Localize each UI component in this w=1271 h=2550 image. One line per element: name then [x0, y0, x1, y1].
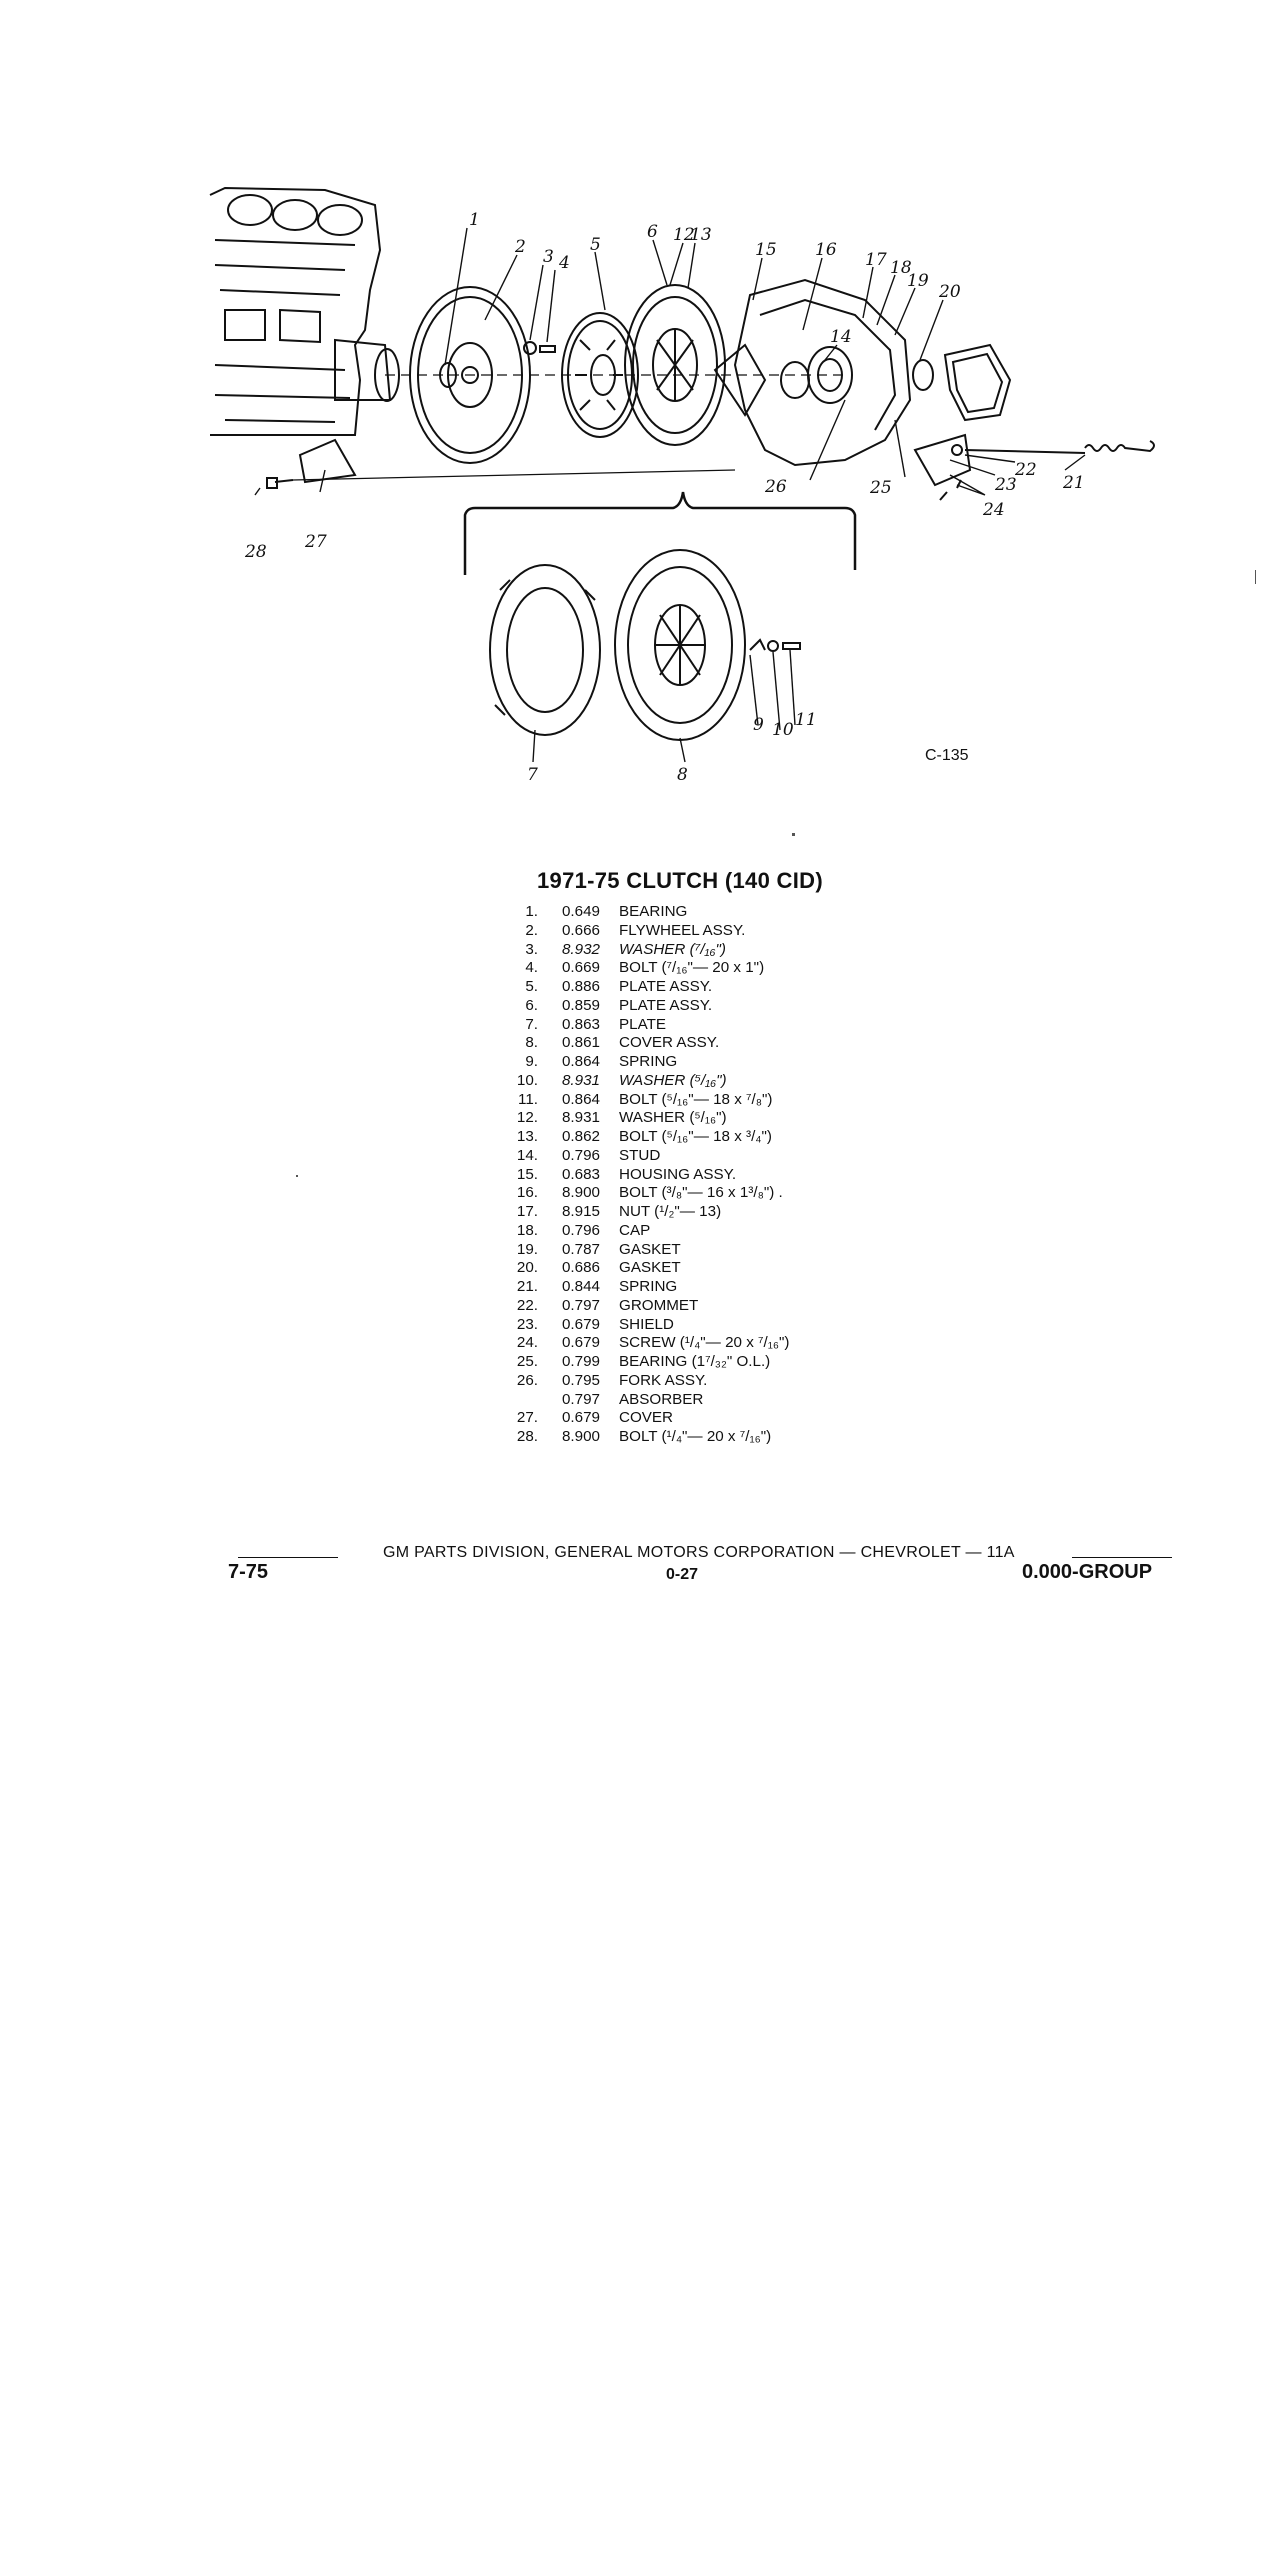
- parts-list-row: [505, 1316, 789, 1335]
- group-number: 8.915: [561, 1203, 600, 1220]
- callout-28: 28: [245, 542, 267, 562]
- scan-speck: [792, 833, 795, 836]
- part-number: 6.: [525, 996, 538, 1014]
- group-number: 8.931: [561, 1109, 600, 1127]
- callout-3: 3: [543, 247, 554, 267]
- callout-24: 24: [983, 500, 1005, 520]
- cover-assembly-illustration: [615, 550, 745, 740]
- part-description: BOLT (³/₈"— 16 x 1³/₈") .: [619, 1184, 783, 1202]
- part-number: [505, 1391, 538, 1410]
- part-description: BOLT (⁵/₁₆"— 18 x ³/₄"): [619, 1128, 772, 1145]
- parts-list-row: [505, 1166, 789, 1185]
- part-number: 3.: [525, 940, 538, 958]
- parts-list-row: [505, 1259, 789, 1278]
- footer-publisher: GM PARTS DIVISION, GENERAL MOTORS CORPORATION — CHEVROLET — 11A: [383, 1544, 1015, 1561]
- part-number: 8.: [525, 1034, 538, 1052]
- parts-list-row: [505, 1278, 789, 1297]
- part-description: WASHER (⁵/₁₆"): [619, 1109, 727, 1127]
- callout-4: 4: [559, 253, 570, 273]
- callout-1: 1: [469, 210, 480, 230]
- part-number: 22.: [516, 1296, 538, 1314]
- part-number: 17.: [516, 1203, 538, 1220]
- callout-9: 9: [753, 715, 764, 735]
- part-number: 15.: [516, 1165, 538, 1183]
- group-number: 0.796: [561, 1146, 600, 1164]
- group-number: 0.679: [561, 1409, 600, 1427]
- group-number: 0.683: [561, 1165, 600, 1183]
- parts-list-row: [505, 1409, 789, 1428]
- callout-19: 19: [907, 271, 929, 291]
- group-number: 0.686: [561, 1259, 600, 1277]
- callout-15: 15: [755, 240, 777, 260]
- part-description: GASKET: [619, 1259, 681, 1277]
- part-description: BEARING (1⁷/₃₂" O.L.): [619, 1353, 771, 1370]
- parts-list-row: [505, 997, 789, 1016]
- group-number: 0.796: [561, 1221, 600, 1239]
- callout-22: 22: [1015, 460, 1037, 480]
- part-number: 25.: [516, 1353, 538, 1370]
- page-title: 1971-75 CLUTCH (140 CID): [537, 868, 823, 893]
- group-number: 0.679: [561, 1315, 600, 1333]
- parts-list-row: [505, 941, 789, 960]
- group-number: 0.679: [561, 1334, 600, 1352]
- part-number: 20.: [516, 1259, 538, 1277]
- parts-list-row: [505, 1353, 789, 1372]
- group-number: 0.859: [561, 996, 600, 1014]
- part-number: 21.: [516, 1278, 538, 1295]
- callout-16: 16: [815, 240, 837, 260]
- part-number: 2.: [525, 921, 538, 939]
- callout-21: 21: [1063, 473, 1085, 493]
- scan-speck: [1255, 570, 1256, 584]
- part-number: 18.: [516, 1221, 538, 1239]
- callout-2: 2: [515, 237, 526, 257]
- group-number: 0.844: [561, 1278, 600, 1295]
- group-number: 0.799: [561, 1353, 600, 1370]
- part-number: 24.: [516, 1334, 538, 1352]
- part-description: GASKET: [619, 1240, 681, 1258]
- group-number: 0.649: [561, 903, 600, 920]
- group-number: 0.862: [561, 1128, 600, 1145]
- part-description: PLATE: [619, 1015, 666, 1033]
- group-number: 0.669: [561, 959, 600, 977]
- group-number: 8.900: [561, 1184, 600, 1202]
- parts-list-row: [505, 903, 789, 922]
- part-description: GROMMET: [619, 1296, 699, 1314]
- footer-rule-right: [1072, 1557, 1172, 1558]
- bell-housing-illustration: [715, 280, 910, 465]
- part-number: 12.: [516, 1109, 538, 1127]
- footer-page-number: 0-27: [666, 1566, 699, 1583]
- callout-6: 6: [647, 222, 658, 242]
- callout-8: 8: [677, 765, 688, 785]
- part-description: PLATE ASSY.: [619, 996, 713, 1014]
- pressure-plate-illustration: [625, 285, 725, 445]
- parts-list-row: [505, 1428, 789, 1447]
- group-number: 0.797: [561, 1296, 600, 1314]
- part-description: HOUSING ASSY.: [619, 1165, 737, 1183]
- group-number: 0.886: [561, 978, 600, 995]
- callout-12: 12: [673, 225, 695, 245]
- part-number: 26.: [516, 1371, 538, 1389]
- part-number: 16.: [516, 1184, 538, 1202]
- part-number: 23.: [516, 1315, 538, 1333]
- part-description: CAP: [619, 1221, 651, 1239]
- parts-list-row: [505, 1297, 789, 1316]
- part-description: SHIELD: [619, 1315, 674, 1333]
- part-number: 9.: [525, 1053, 538, 1070]
- part-description: COVER ASSY.: [619, 1034, 720, 1052]
- callout-18: 18: [890, 258, 912, 278]
- part-description: BOLT (⁷/₁₆"— 20 x 1"): [619, 959, 765, 977]
- parts-list-row: [505, 1053, 789, 1072]
- plate-illustration: [490, 565, 600, 735]
- footer-date: 7-75: [228, 1561, 269, 1583]
- callout-5: 5: [590, 235, 601, 255]
- part-number: 4.: [525, 959, 538, 977]
- parts-list-row: [505, 1016, 789, 1035]
- part-description: SCREW (¹/₄"— 20 x ⁷/₁₆"): [619, 1334, 790, 1352]
- callout-10: 10: [772, 720, 794, 740]
- parts-list-row: [505, 1222, 789, 1241]
- parts-list-row: [505, 1128, 789, 1147]
- parts-list-row: [505, 1391, 789, 1410]
- parts-list-row: [505, 1184, 789, 1203]
- part-description: COVER: [619, 1409, 674, 1427]
- group-number: 8.932: [561, 940, 600, 958]
- parts-list-row: [505, 1091, 789, 1110]
- parts-list-row: [505, 1241, 789, 1260]
- footer-rule-left: [238, 1557, 338, 1558]
- part-description: BEARING: [619, 903, 688, 920]
- engine-block-illustration: [210, 188, 399, 435]
- group-number: 0.861: [561, 1034, 600, 1052]
- part-description: FORK ASSY.: [619, 1371, 708, 1389]
- part-number: 28.: [516, 1428, 538, 1445]
- group-number: 0.666: [561, 921, 600, 939]
- parts-list: [505, 903, 789, 1447]
- callout-23: 23: [995, 475, 1017, 495]
- figure-code: C-135: [925, 747, 969, 764]
- part-description: WASHER (⁷/₁₆"): [619, 940, 726, 958]
- part-description: WASHER (⁵/₁₆"): [619, 1071, 727, 1089]
- group-number: 0.864: [561, 1090, 600, 1108]
- parts-list-row: [505, 1372, 789, 1391]
- parts-list-row: [505, 959, 789, 978]
- part-number: 11.: [518, 1090, 538, 1108]
- part-number: 10.: [516, 1071, 538, 1089]
- part-description: PLATE ASSY.: [619, 978, 713, 995]
- part-description: FLYWHEEL ASSY.: [619, 921, 746, 939]
- part-description: SPRING: [619, 1278, 678, 1295]
- part-number: 27.: [516, 1409, 538, 1427]
- parts-list-row: [505, 922, 789, 941]
- part-description: BOLT (⁵/₁₆"— 18 x ⁷/₈"): [619, 1090, 773, 1108]
- group-number: 0.795: [561, 1371, 600, 1389]
- parts-list-row: [505, 1203, 789, 1222]
- group-number: 8.900: [561, 1428, 600, 1445]
- footer-group: 0.000-GROUP: [1022, 1561, 1153, 1583]
- parts-list-row: [505, 1147, 789, 1166]
- part-number: 5.: [525, 978, 538, 995]
- parts-list-row: [505, 978, 789, 997]
- part-number: 19.: [516, 1240, 538, 1258]
- group-number: 8.931: [561, 1071, 600, 1089]
- part-description: SPRING: [619, 1053, 678, 1070]
- group-number: 0.797: [561, 1390, 600, 1408]
- callout-20: 20: [939, 282, 961, 302]
- part-number: 14.: [516, 1146, 538, 1164]
- parts-list-row: [505, 1109, 789, 1128]
- callout-13: 13: [690, 225, 712, 245]
- part-description: BOLT (¹/₄"— 20 x ⁷/₁₆"): [619, 1428, 772, 1445]
- group-number: 0.864: [561, 1053, 600, 1070]
- callout-17: 17: [865, 250, 887, 270]
- parts-list-row: [505, 1334, 789, 1353]
- parts-list-row: [505, 1034, 789, 1053]
- part-number: 7.: [525, 1015, 538, 1033]
- part-number: 1.: [525, 903, 538, 920]
- callout-7: 7: [527, 765, 538, 785]
- parts-list-row: [505, 1072, 789, 1091]
- callout-11: 11: [795, 710, 817, 730]
- callout-14: 14: [830, 327, 852, 347]
- part-description: ABSORBER: [619, 1390, 704, 1408]
- group-number: 0.863: [561, 1015, 600, 1033]
- callout-25: 25: [870, 478, 892, 498]
- callout-26: 26: [765, 477, 787, 497]
- group-number: 0.787: [561, 1240, 600, 1258]
- part-description: NUT (¹/₂"— 13): [619, 1203, 722, 1220]
- clutch-exploded-diagram: [205, 170, 1195, 795]
- part-description: STUD: [619, 1146, 661, 1164]
- callout-27: 27: [305, 532, 327, 552]
- scan-speck: [296, 1175, 298, 1177]
- part-number: 13.: [516, 1128, 538, 1145]
